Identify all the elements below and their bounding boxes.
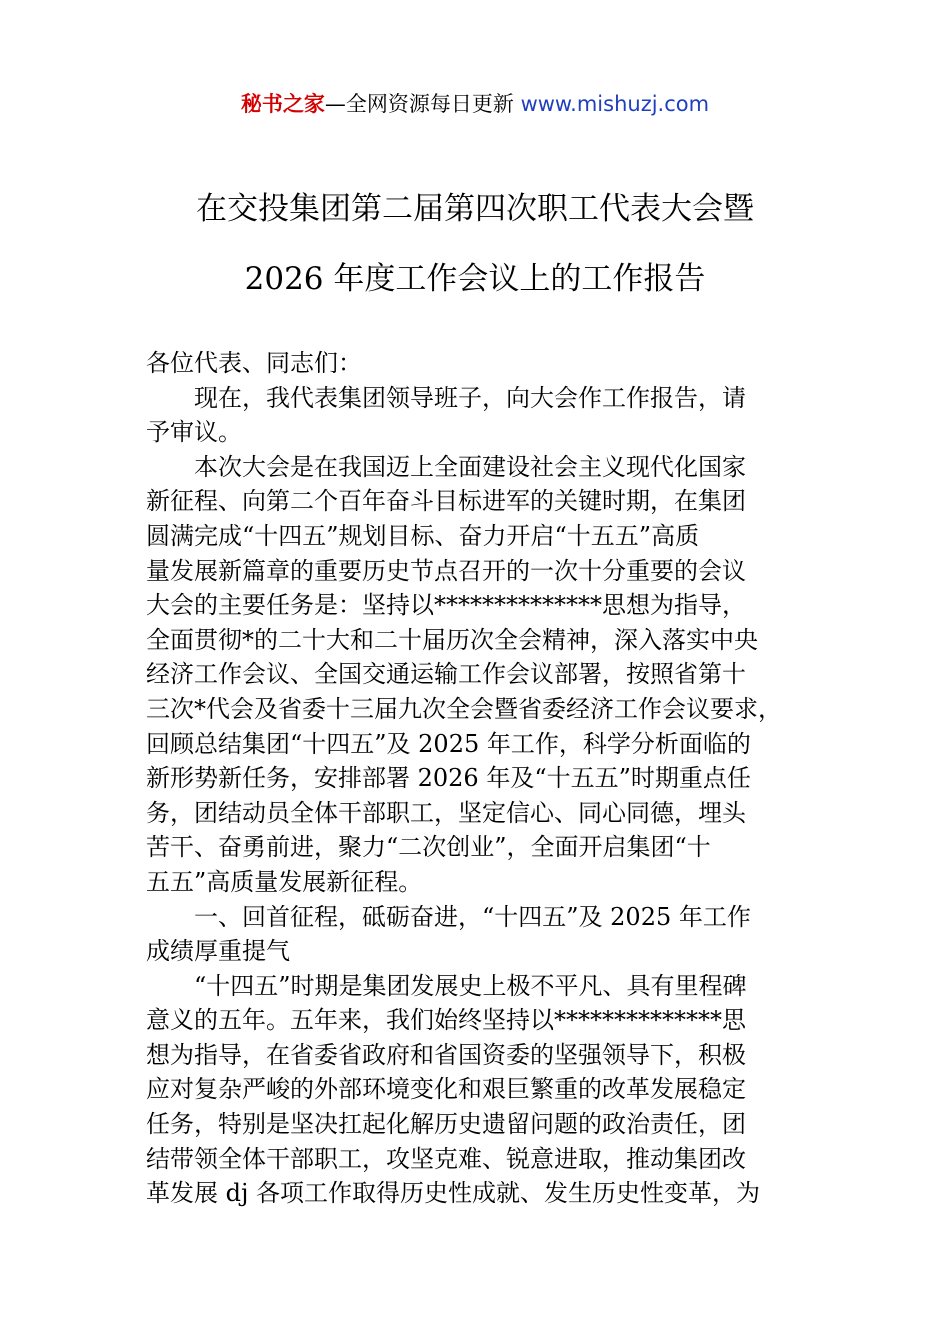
paragraph-line: 予审议。 <box>146 418 242 447</box>
paragraph-line: 务，团结动员全体干部职工，坚定信心、同心同德，埋头 <box>146 798 746 827</box>
brand-name: 秘书之家 <box>240 92 325 116</box>
paragraph-line: 应对复杂严峻的外部环境变化和艰巨繁重的改革发展稳定 <box>146 1075 746 1104</box>
site-header <box>0 86 950 122</box>
paragraph-line: 新形势新任务，安排部署 2026 年及“十五五”时期重点任 <box>146 764 751 793</box>
paragraph-line: 五五”高质量发展新征程。 <box>146 867 423 896</box>
document-title-line-1: 在交投集团第二届第四次职工代表大会暨 <box>196 191 754 227</box>
paragraph-line: 圆满完成“十四五”规划目标、奋力开启“十五五”高质 <box>146 521 700 550</box>
paragraph-line: 苦干、奋勇前进，聚力“二次创业”，全面开启集团“十 <box>146 833 711 862</box>
salutation: 各位代表、同志们： <box>146 349 362 377</box>
paragraph-line: 结带领全体干部职工，攻坚克难、锐意进取，推动集团改 <box>146 1144 746 1173</box>
paragraph-line: “十四五”时期是集团发展史上极不平凡、具有里程碑 <box>194 971 747 1000</box>
paragraph-line: 革发展 dj 各项工作取得历史性成就、发生历史性变革，为 <box>146 1179 761 1208</box>
paragraph-line: 量发展新篇章的重要历史节点召开的一次十分重要的会议 <box>146 556 746 585</box>
paragraph-line: 本次大会是在我国迈上全面建设社会主义现代化国家 <box>194 452 746 481</box>
paragraph-line: 三次*代会及省委十三届九次全会暨省委经济工作会议要求， <box>146 694 782 723</box>
paragraph-line: 任务，特别是坚决扛起化解历史遗留问题的政治责任，团 <box>146 1110 746 1139</box>
paragraph-line: 想为指导，在省委省政府和省国资委的坚强领导下，积极 <box>146 1040 746 1069</box>
paragraph-line: 意义的五年。五年来，我们始终坚持以**************思 <box>146 1006 746 1035</box>
paragraph-line: 大会的主要任务是：坚持以**************思想为指导， <box>146 591 746 620</box>
document-title-line-2: 2026 年度工作会议上的工作报告 <box>244 261 706 297</box>
header-tagline: —全网资源每日更新 <box>324 92 521 116</box>
site-url-link[interactable]: www.mishuzj.com <box>520 92 710 116</box>
document-body <box>146 346 818 1211</box>
section-heading-line: 成绩厚重提气 <box>146 937 290 966</box>
paragraph-line: 回顾总结集团“十四五”及 2025 年工作，科学分析面临的 <box>146 729 751 758</box>
paragraph-line: 新征程、向第二个百年奋斗目标进军的关键时期，在集团 <box>146 487 746 516</box>
paragraph-line: 现在，我代表集团领导班子，向大会作工作报告，请 <box>194 383 746 412</box>
section-heading-line: 一、回首征程，砥砺奋进，“十四五”及 2025 年工作 <box>194 902 751 931</box>
paragraph-line: 经济工作会议、全国交通运输工作会议部署，按照省第十 <box>146 660 746 689</box>
paragraph-line: 全面贯彻*的二十大和二十届历次全会精神，深入落实中央 <box>146 625 758 654</box>
